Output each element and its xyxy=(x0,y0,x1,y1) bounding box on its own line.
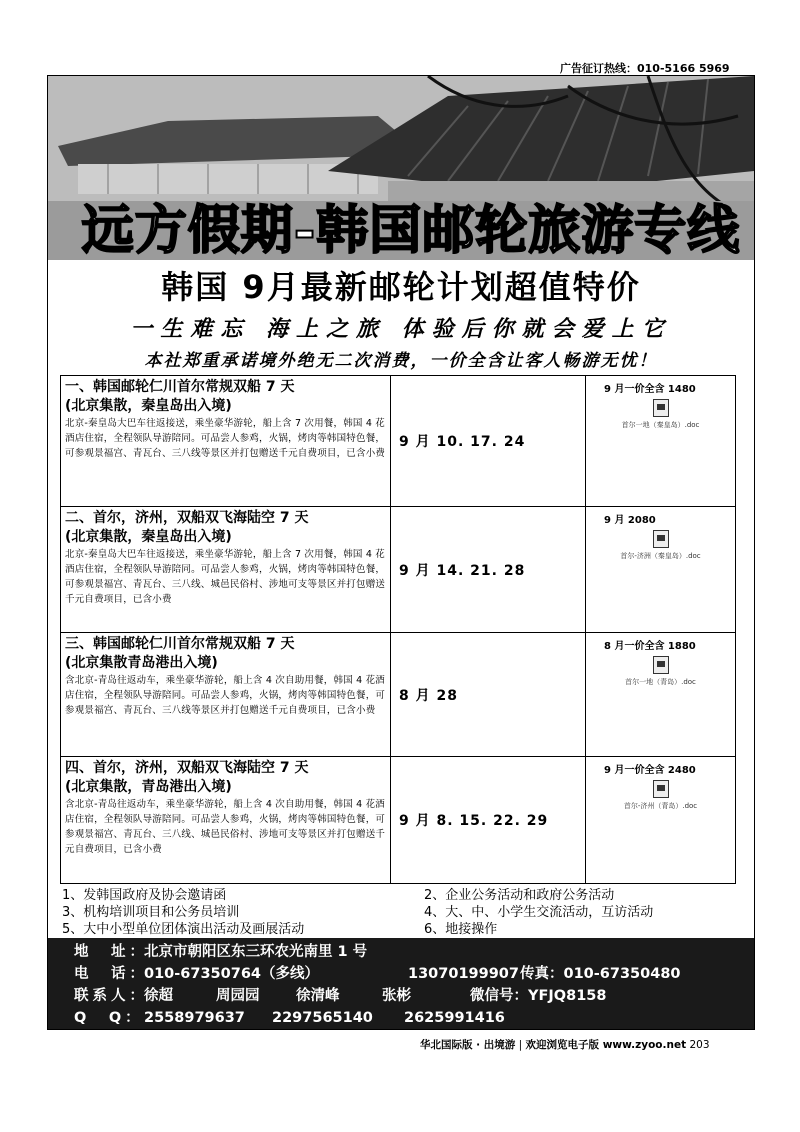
tour-price: 8 月一价全含 1880 xyxy=(604,641,696,652)
qq-number: 2625991416 xyxy=(404,1010,505,1026)
doc-file-icon[interactable] xyxy=(653,399,669,417)
tour-title: 一、韩国邮轮仁川首尔常规双船 7 天 xyxy=(65,379,295,395)
contact-person: 张彬 xyxy=(382,988,411,1004)
phone: 010-67350764（多线） xyxy=(144,966,319,982)
tour-price-cell xyxy=(586,633,735,756)
contact-person: 徐清峰 xyxy=(296,988,340,1004)
tour-title: 二、首尔，济州，双船双飞海陆空 7 天 xyxy=(65,510,309,526)
tour-price: 9 月一价全含 1480 xyxy=(604,384,696,395)
tour-description xyxy=(61,633,391,756)
fax-label: 传真： xyxy=(520,966,564,982)
fax: 010-67350480 xyxy=(563,966,681,982)
tour-row xyxy=(61,507,735,633)
banner-image xyxy=(48,76,754,260)
service-item: 3、机构培训项目和公务员培训 xyxy=(62,905,240,920)
tour-table xyxy=(60,375,736,884)
page-number: 203 xyxy=(689,1039,710,1051)
ad-hotline: 广告征订热线：010-5166 5969 xyxy=(560,62,730,75)
contact-person: 徐超 xyxy=(144,988,173,1004)
doc-file-name[interactable]: 首尔一地（青岛）.doc xyxy=(625,678,696,686)
footer-divider: | xyxy=(518,1039,526,1051)
tour-description xyxy=(61,757,391,883)
tour-dates: 9 月 14. 21. 28 xyxy=(391,507,586,632)
qq-number: 2558979637 xyxy=(144,1010,245,1026)
tour-subtitle: (北京集散青岛港出入境) xyxy=(65,655,218,671)
tour-body: 含北京-青岛往返动车，乘坐豪华游轮，船上含 4 次自助用餐，韩国 4 花酒店住宿，全程领队导游陪同。可品尝人参鸡，火锅，烤肉等韩国特色餐，可参观景福宫、青瓦台、三八线等景区并打包赠送千元自费项目，已含小费 xyxy=(65,675,386,716)
tour-price: 9 月 2080 xyxy=(604,515,656,526)
doc-file-name[interactable]: 首尔-济洲（秦皇岛）.doc xyxy=(620,552,701,560)
service-row xyxy=(62,887,752,904)
tour-price-cell xyxy=(586,507,735,632)
doc-file-name[interactable]: 首尔-济州（青岛）.doc xyxy=(623,802,698,810)
phone-label: 电 话： xyxy=(74,966,148,982)
contact-block xyxy=(48,938,754,1029)
doc-file-icon[interactable] xyxy=(653,780,669,798)
person-label: 联系人： xyxy=(74,988,148,1004)
banner-title: 远方假期-韩国邮轮旅游专线 xyxy=(81,200,741,260)
address: 北京市朝阳区东三环农光南里 1 号 xyxy=(144,944,368,960)
tour-body: 北京-秦皇岛大巴车往返接送，乘坐豪华游轮，船上含 7 次用餐，韩国 4 花酒店住宿，全程领队导游陪同。可品尝人参鸡，火锅，烤肉等韩国特色餐，可参观景福宫、青瓦台、三八线、城邑民俗村、涉地可支等景区并打包赠送千元自费项目，已含小费 xyxy=(65,549,386,605)
service-item: 6、地接操作 xyxy=(424,922,498,937)
tour-dates: 9 月 8. 15. 22. 29 xyxy=(391,757,586,883)
tour-subtitle: (北京集散，青岛港出入境) xyxy=(65,779,232,795)
service-row xyxy=(62,921,752,938)
service-row xyxy=(62,904,752,921)
mobile: 13070199907 xyxy=(408,966,519,982)
service-item: 4、大、中、小学生交流活动，互访活动 xyxy=(424,905,654,920)
footer-edition: 华北国际版 · 出境游 xyxy=(420,1039,516,1051)
qq-label: Q Q： xyxy=(74,1010,144,1026)
tour-description xyxy=(61,376,391,506)
footer-tagline: 欢迎浏览电子版 www.zyoo.net xyxy=(525,1039,687,1051)
address-row xyxy=(74,941,754,963)
tour-dates: 8 月 28 xyxy=(391,633,586,756)
doc-file-icon[interactable] xyxy=(653,656,669,674)
tour-price-cell xyxy=(586,376,735,506)
service-item: 1、发韩国政府及协会邀请函 xyxy=(62,888,227,903)
headline: 韩国 9月最新邮轮计划超值特价 xyxy=(161,268,641,306)
service-item: 5、大中小型单位团体演出活动及画展活动 xyxy=(62,922,305,937)
wechat-label: 微信号： xyxy=(470,988,528,1004)
doc-file-name[interactable]: 首尔一地（秦皇岛）.doc xyxy=(621,421,700,429)
wechat: YFJQ8158 xyxy=(528,988,607,1004)
qq-row xyxy=(74,1007,754,1029)
tour-subtitle: (北京集散，秦皇岛出入境) xyxy=(65,529,232,545)
service-list xyxy=(62,887,752,938)
tour-row xyxy=(61,376,735,507)
phone-row xyxy=(74,963,754,985)
person-row xyxy=(74,985,754,1007)
address-label: 地 址： xyxy=(74,944,148,960)
promise: 本社郑重承诺境外绝无二次消费，一价全含让客人畅游无忧！ xyxy=(144,351,658,371)
doc-file-icon[interactable] xyxy=(653,530,669,548)
tour-title: 三、韩国邮轮仁川首尔常规双船 7 天 xyxy=(65,636,295,652)
tour-row xyxy=(61,633,735,757)
tour-title: 四、首尔，济州，双船双飞海陆空 7 天 xyxy=(65,760,309,776)
tour-body: 含北京-青岛往返动车，乘坐豪华游轮，船上含 4 次自助用餐，韩国 4 花酒店住宿，全程领队导游陪同。可品尝人参鸡，火锅，烤肉等韩国特色餐，可参观景福宫、青瓦台、三八线、城邑民俗村、涉地可支等景区并打包赠送千元自费项目，已含小费 xyxy=(65,799,386,855)
contact-person: 周园园 xyxy=(216,988,260,1004)
tour-body: 北京-秦皇岛大巴车往返接送，乘坐豪华游轮，船上含 7 次用餐，韩国 4 花酒店住宿，全程领队导游陪同。可品尝人参鸡，火锅，烤肉等韩国特色餐，可参观景福宫、青瓦台、三八线等景区并打包赠送千元自费项目，已含小费 xyxy=(65,418,386,459)
qq-number: 2297565140 xyxy=(272,1010,373,1026)
slogan: 一生难忘 海上之旅 体验后你就会爱上它 xyxy=(130,316,672,342)
service-item: 2、企业公务活动和政府公务活动 xyxy=(424,888,615,903)
tour-price: 9 月一价全含 2480 xyxy=(604,765,696,776)
tour-row xyxy=(61,757,735,883)
tour-price-cell xyxy=(586,757,735,883)
tour-subtitle: (北京集散，秦皇岛出入境) xyxy=(65,398,232,414)
page-footer xyxy=(420,1037,710,1052)
tour-description xyxy=(61,507,391,632)
tour-dates: 9 月 10. 17. 24 xyxy=(391,376,586,506)
